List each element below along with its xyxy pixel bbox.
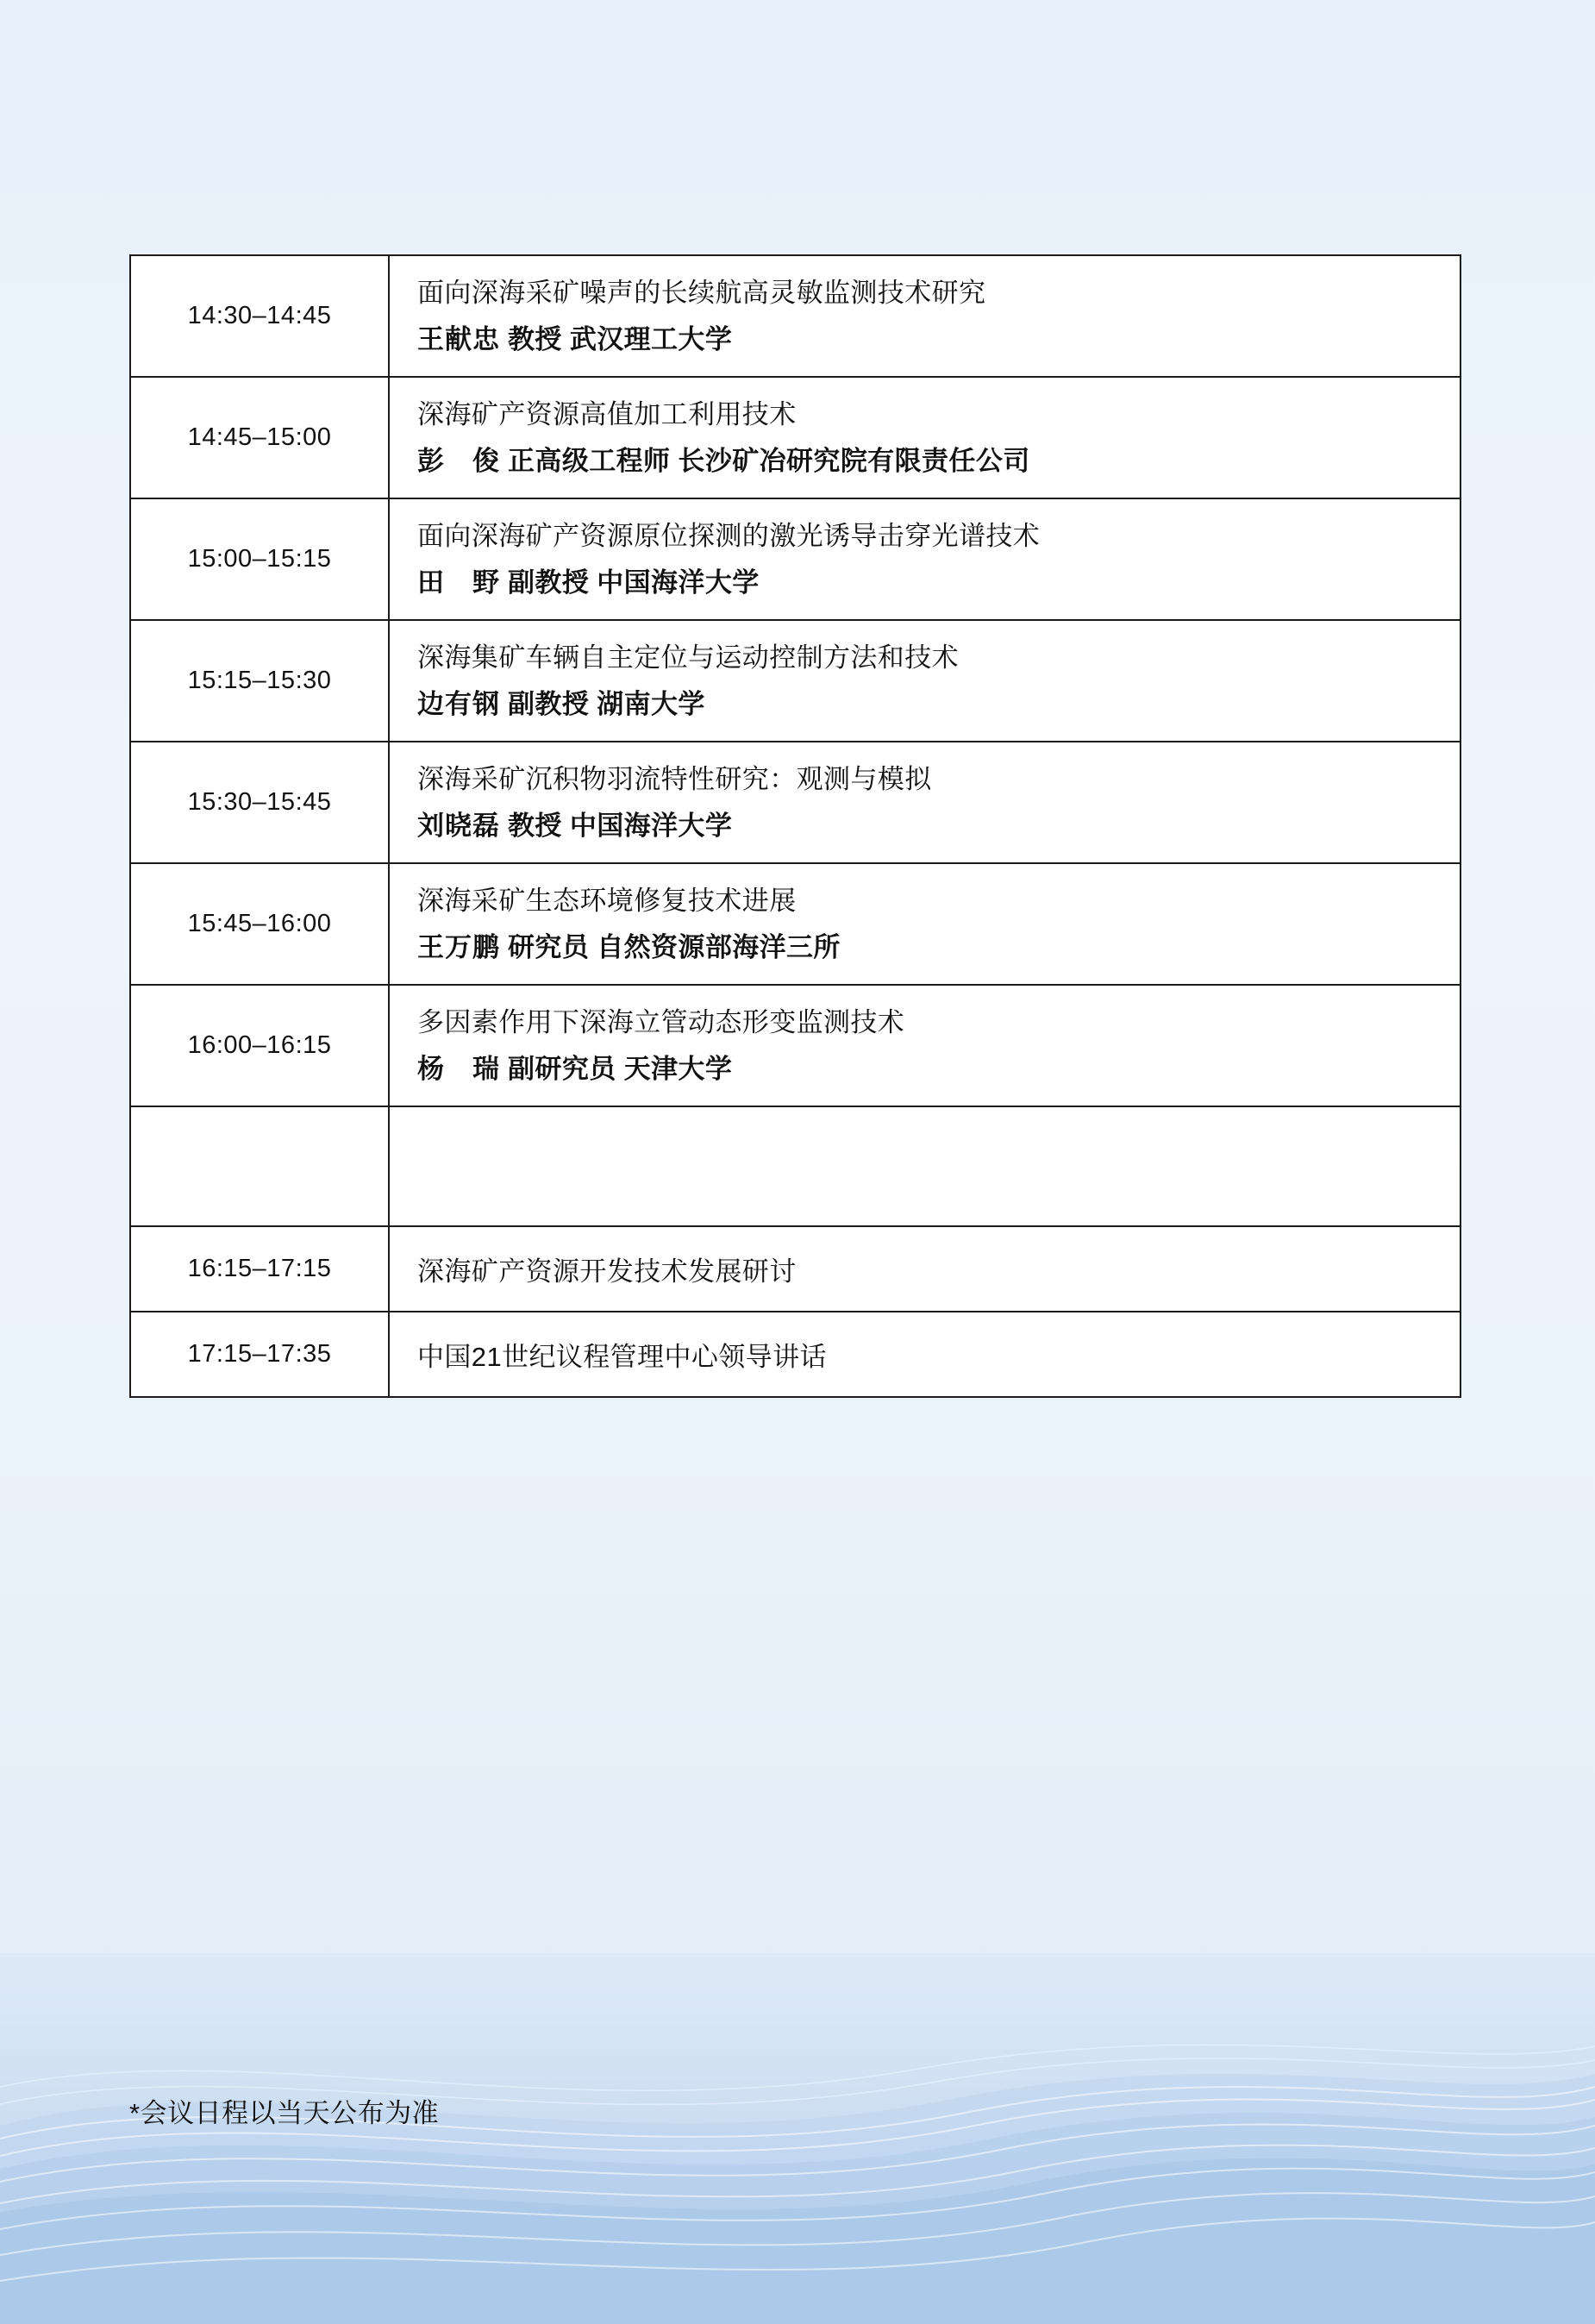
row-content <box>389 255 1461 377</box>
section-heading: （五）专题研讨 <box>389 1106 1461 1225</box>
section-label-line2: 主题报告 <box>201 1168 318 1200</box>
table-row <box>130 498 1461 620</box>
row-content: 中国21世纪议程管理中心领导讲话 <box>389 1312 1461 1397</box>
talk-speaker <box>417 443 1460 479</box>
speaker-name: 田 野 <box>417 567 500 598</box>
speaker-name: 彭 俊 <box>417 445 500 476</box>
speaker-affiliation: 副教授 湖南大学 <box>508 688 705 719</box>
speaker-name: 边有钢 <box>417 688 500 719</box>
talk-speaker <box>417 565 1460 601</box>
talk-speaker <box>417 930 1460 966</box>
row-time: 16:15–17:15 <box>130 1226 389 1312</box>
row-time: 15:15–15:30 <box>130 620 389 742</box>
speaker-affiliation: 教授 武汉理工大学 <box>508 323 733 354</box>
table-row <box>130 742 1461 863</box>
row-time: 15:30–15:45 <box>130 742 389 863</box>
talk-title: 深海采矿生态环境修复技术进展 <box>417 886 797 917</box>
footnote: *会议日程以当天公布为准 <box>129 2098 440 2128</box>
table-row <box>130 985 1461 1106</box>
row-content: 深海矿产资源开发技术发展研讨 <box>389 1226 1461 1312</box>
row-time: 14:45–15:00 <box>130 377 389 498</box>
speaker-affiliation: 教授 中国海洋大学 <box>508 810 733 841</box>
table-row <box>130 377 1461 498</box>
table-row <box>130 1226 1461 1312</box>
row-content <box>389 985 1461 1106</box>
row-time: 17:15–17:35 <box>130 1312 389 1397</box>
row-content <box>389 863 1461 985</box>
table-row <box>130 863 1461 985</box>
speaker-affiliation: 正高级工程师 长沙矿冶研究院有限责任公司 <box>508 445 1030 476</box>
speaker-affiliation: 副教授 中国海洋大学 <box>508 567 760 598</box>
section-band-row <box>130 1106 1461 1225</box>
talk-title: 深海集矿车辆自主定位与运动控制方法和技术 <box>417 642 959 673</box>
section-label-line1: 第三部分 <box>201 1131 318 1164</box>
talk-speaker <box>417 808 1460 844</box>
row-content <box>389 498 1461 620</box>
decorative-waves <box>0 1953 1595 2324</box>
speaker-name: 王献忠 <box>417 323 500 354</box>
talk-title: 深海矿产资源高值加工利用技术 <box>417 399 797 430</box>
talk-title: 多因素作用下深海立管动态形变监测技术 <box>417 1007 905 1038</box>
row-time: 15:00–15:15 <box>130 498 389 620</box>
table-row <box>130 255 1461 377</box>
talk-speaker <box>417 686 1460 723</box>
talk-title: 深海采矿沉积物羽流特性研究：观测与模拟 <box>417 764 932 795</box>
talk-title: 面向深海矿产资源原位探测的激光诱导击穿光谱技术 <box>417 521 1041 552</box>
row-content <box>389 377 1461 498</box>
talk-title: 面向深海采矿噪声的长续航高灵敏监测技术研究 <box>417 278 986 308</box>
table-row <box>130 1312 1461 1397</box>
table-row <box>130 620 1461 742</box>
speaker-name: 杨 瑞 <box>417 1053 500 1084</box>
row-time: 16:00–16:15 <box>130 985 389 1106</box>
talk-speaker <box>417 322 1460 358</box>
speaker-name: 王万鹏 <box>417 931 500 962</box>
page-background-bottom <box>0 1953 1595 2324</box>
speaker-name: 刘晓磊 <box>417 810 500 841</box>
section-label <box>130 1106 389 1225</box>
row-time: 14:30–14:45 <box>130 255 389 377</box>
row-time: 15:45–16:00 <box>130 863 389 985</box>
row-content <box>389 620 1461 742</box>
speaker-affiliation: 研究员 自然资源部海洋三所 <box>508 931 841 962</box>
agenda-table-container <box>129 254 1461 1398</box>
agenda-table <box>129 254 1461 1398</box>
talk-speaker <box>417 1051 1460 1087</box>
speaker-affiliation: 副研究员 天津大学 <box>508 1053 733 1084</box>
row-content <box>389 742 1461 863</box>
